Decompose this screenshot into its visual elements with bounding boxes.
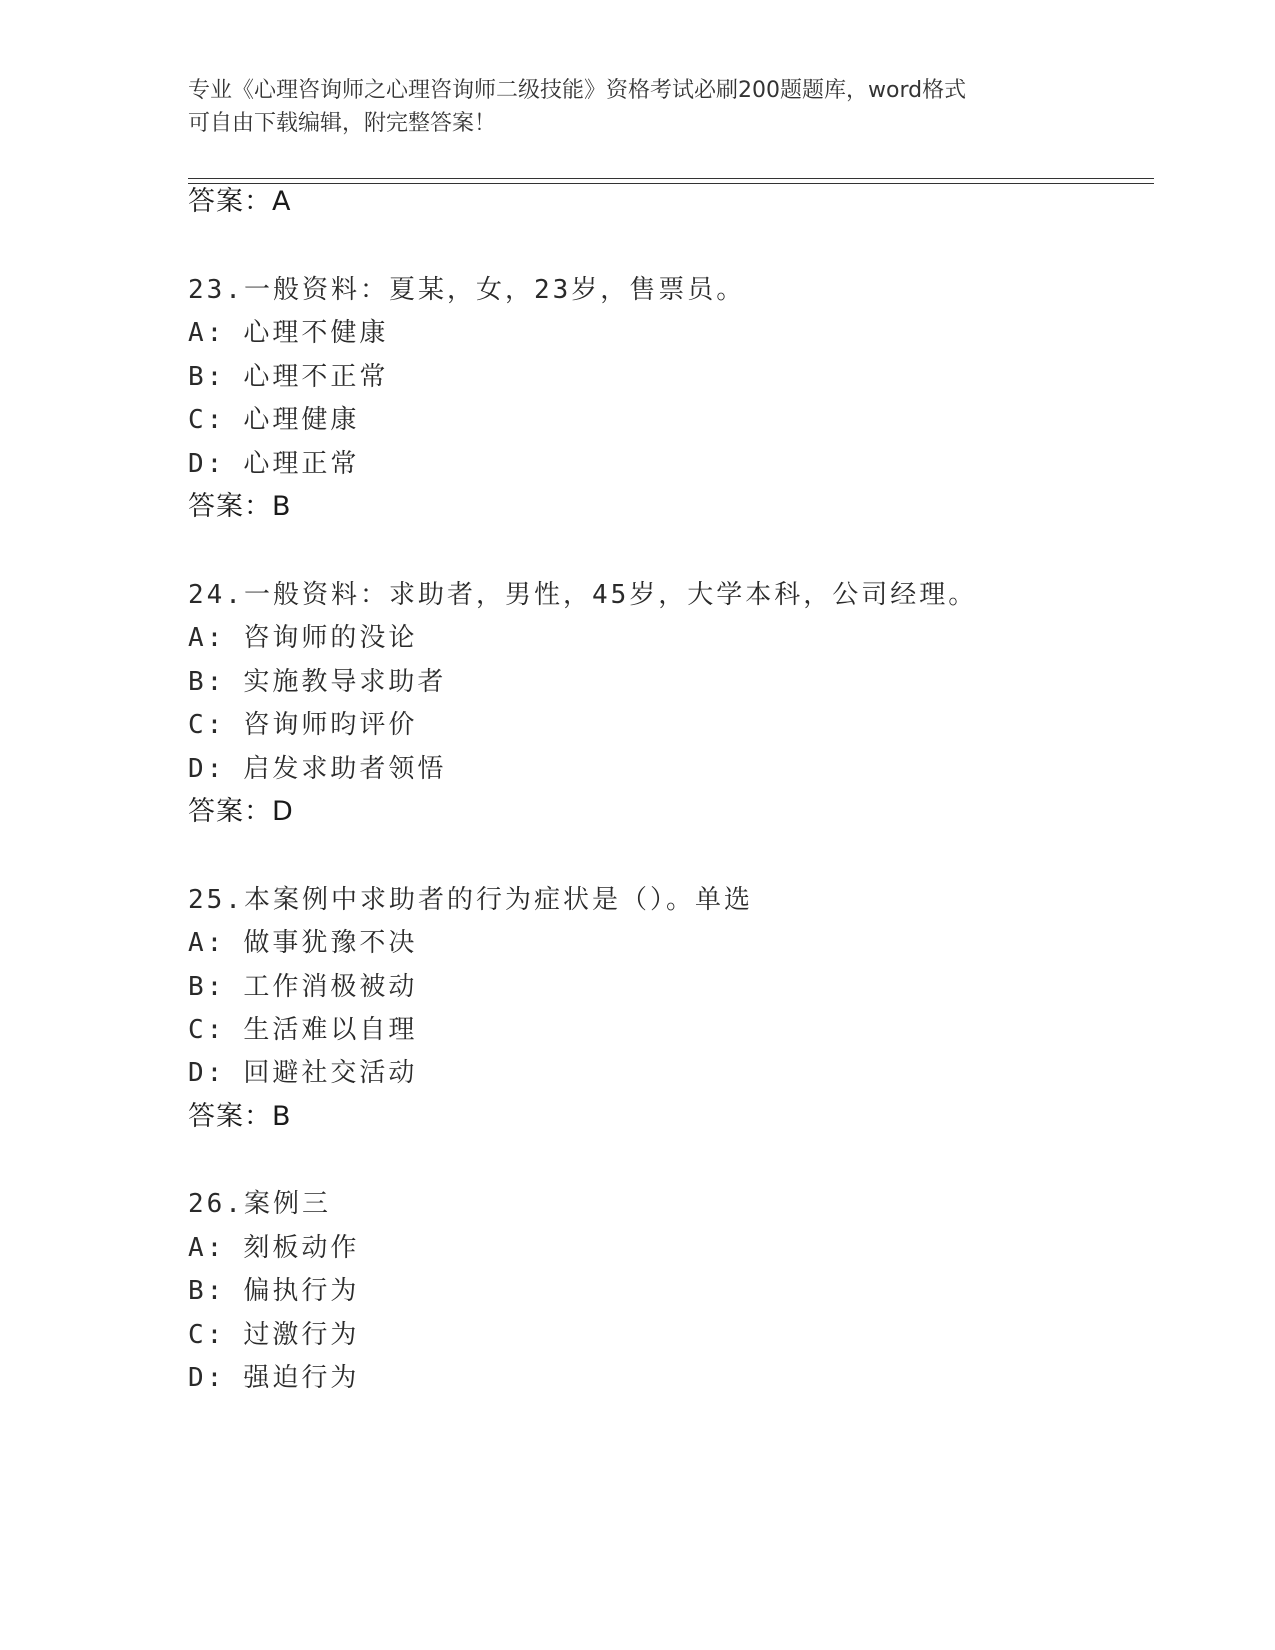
option-key: C: [188,1320,226,1350]
option-b [188,664,446,700]
option-text: 心理健康 [243,405,360,435]
question-stem: 24.一般资料：求助者，男性，45岁，大学本科，公司经理。 [188,580,978,610]
option-c [188,1012,417,1048]
previous-answer: 答案：A [188,186,292,217]
answer-label: 答案：B [188,1101,292,1132]
option-a [188,925,417,961]
option-key: A: [188,1233,226,1263]
option-text: 启发求助者领悟 [243,754,447,784]
option-text: 生活难以自理 [243,1015,418,1045]
option-key: D: [188,449,226,479]
answer-label: 答案：D [188,796,294,827]
question-stem: 25.本案例中求助者的行为症状是（）。单选 [188,885,753,915]
option-text: 心理不健康 [243,318,389,348]
header-divider-bottom [188,183,1154,184]
option-d [188,1360,359,1396]
header-title-line-2: 可自由下载编辑，附完整答案！ [188,111,497,136]
option-d [188,446,359,482]
option-key: D: [188,754,226,784]
option-text: 咨询师昀评价 [243,710,418,740]
option-text: 工作消极被动 [243,972,418,1002]
option-text: 回避社交活动 [243,1058,418,1088]
option-key: C: [188,405,226,435]
question-stem: 23.一般资料：夏某，女，23岁，售票员。 [188,275,746,305]
option-text: 心理不正常 [243,362,389,392]
option-key: B: [188,667,226,697]
option-key: D: [188,1058,226,1088]
option-c [188,402,359,438]
option-text: 强迫行为 [243,1363,360,1393]
header-divider-top [188,178,1154,179]
option-text: 实施教导求助者 [243,667,447,697]
option-key: B: [188,362,226,392]
option-d [188,751,446,787]
option-text: 咨询师的没论 [243,623,418,653]
option-b [188,969,417,1005]
option-text: 刻板动作 [243,1233,360,1263]
option-d [188,1055,417,1091]
answer-label: 答案：B [188,491,292,522]
option-c [188,707,417,743]
option-a [188,620,417,656]
option-text: 过激行为 [243,1320,360,1350]
option-key: B: [188,972,226,1002]
option-text: 偏执行为 [243,1276,360,1306]
option-text: 心理正常 [243,449,360,479]
option-key: C: [188,710,226,740]
option-a [188,315,388,351]
option-key: A: [188,623,226,653]
option-b [188,359,388,395]
option-key: B: [188,1276,226,1306]
option-b [188,1273,359,1309]
option-key: A: [188,928,226,958]
option-text: 做事犹豫不决 [243,928,418,958]
option-key: A: [188,318,226,348]
question-stem: 26.案例三 [188,1189,331,1219]
option-c [188,1317,359,1353]
option-key: D: [188,1363,226,1393]
header-title-line-1: 专业《心理咨询师之心理咨询师二级技能》资格考试必刷200题题库，word格式 [188,78,967,103]
document-header [188,74,1088,140]
option-key: C: [188,1015,226,1045]
option-a [188,1230,359,1266]
